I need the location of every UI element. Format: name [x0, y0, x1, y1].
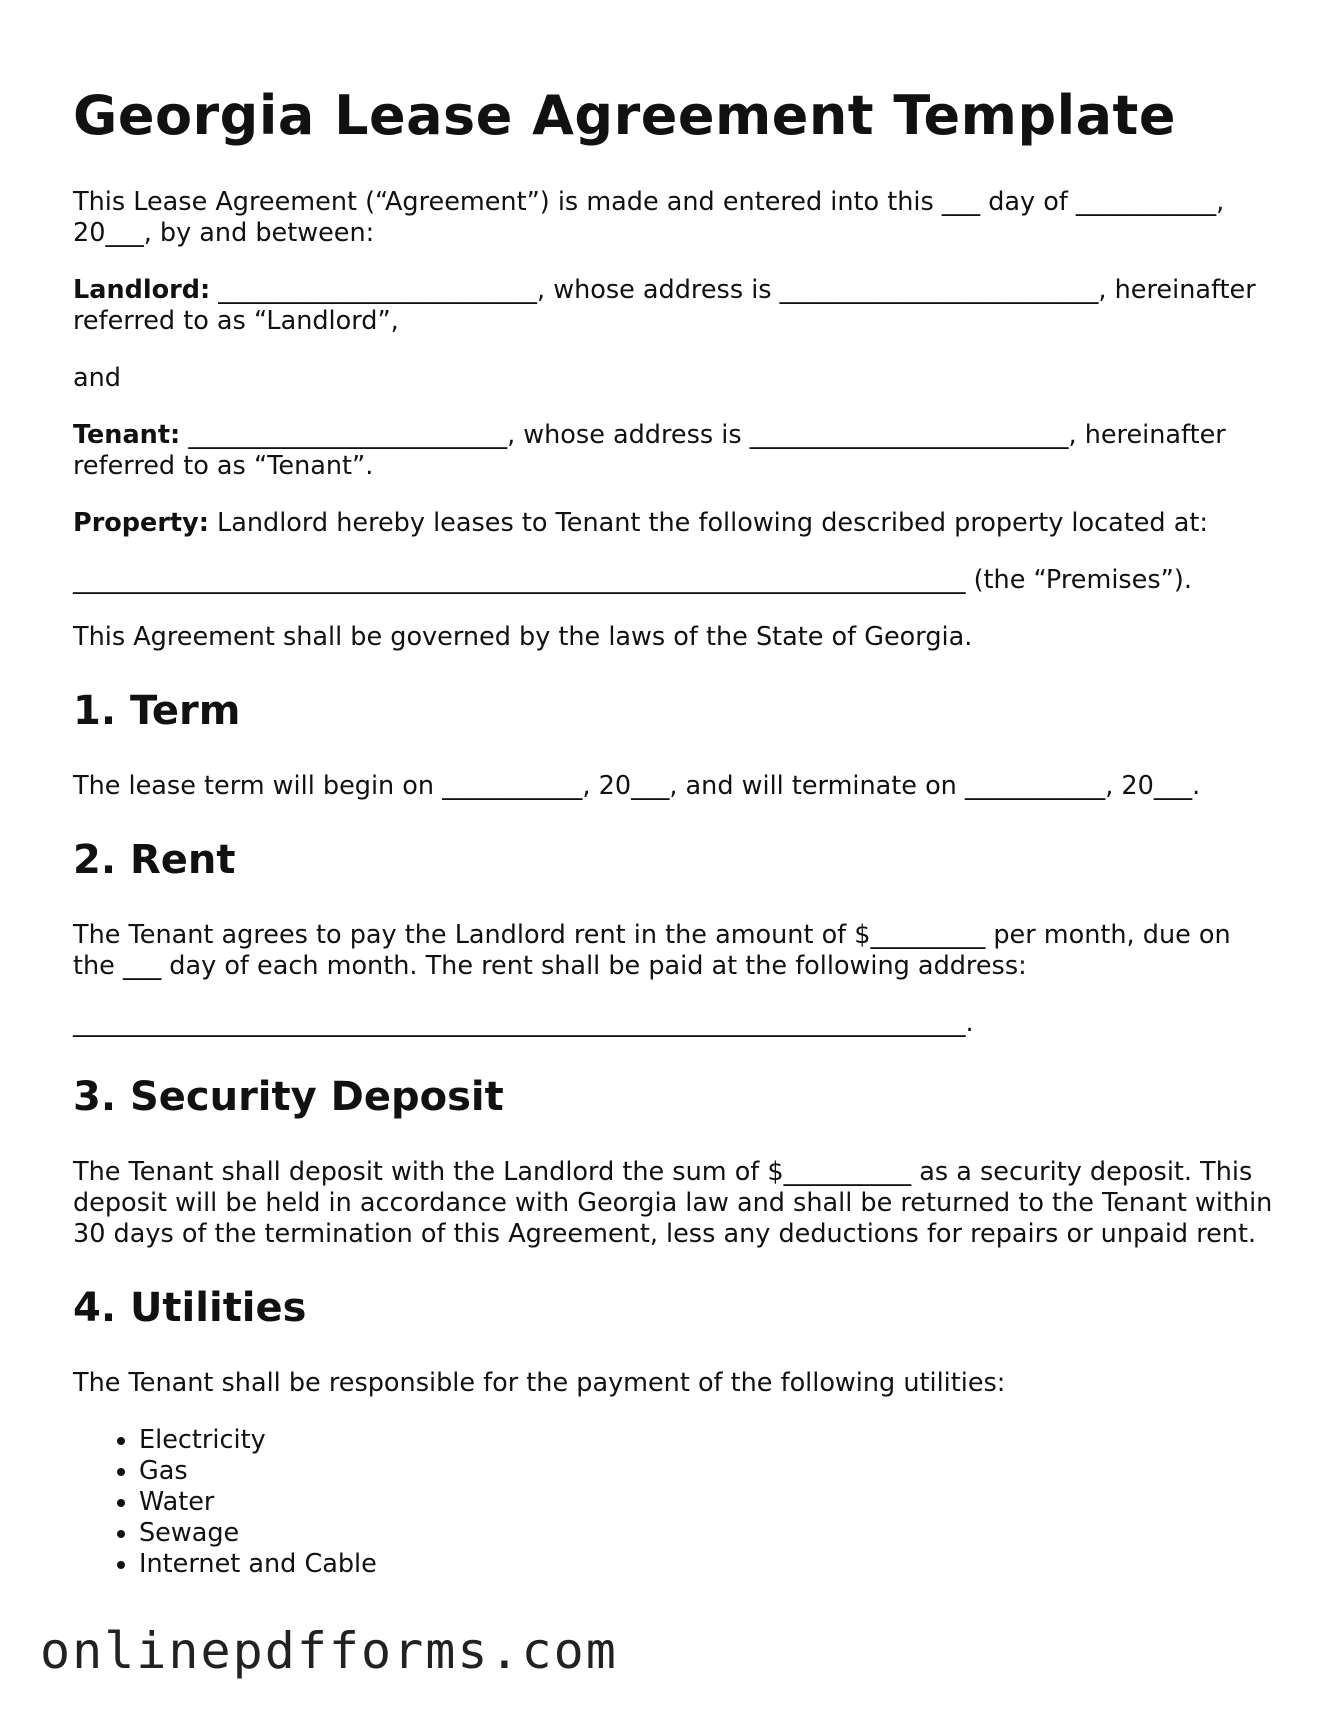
section-deposit-heading: 3. Security Deposit	[73, 1073, 504, 1120]
section-deposit-body: The Tenant shall deposit with the Landlord the sum of $__________ as a security deposit. This deposit will be held in accordance with Georgia law and shall be returned to the Tenant within 30 days of the termination of this Agreement, less any deductions for repairs or unpaid rent.	[73, 1156, 1273, 1249]
section-rent-body: The Tenant agrees to pay the Landlord rent in the amount of $_________ per month, due on the ___ day of each month. The rent shall be paid at the following address:	[73, 919, 1231, 981]
list-item: • Internet and Cable	[139, 1549, 1273, 1580]
landlord-text: _________________________, whose address is _________________________, hereinafter referred to as “Landlord”,	[73, 274, 1256, 336]
governing-law-text: This Agreement shall be governed by the laws of the State of Georgia.	[73, 621, 973, 652]
section-term-body: The lease term will begin on ___________, 20___, and will terminate on ___________, 20___.	[73, 770, 1201, 801]
landlord-label: Landlord:	[73, 274, 211, 305]
section-utilities-body: The Tenant shall be responsible for the payment of the following utilities:	[73, 1367, 1006, 1398]
property-paragraph	[73, 508, 1273, 539]
intro-paragraph: This Lease Agreement (“Agreement”) is made and entered into this ___ day of ___________, 20___, by and between:	[73, 186, 1225, 248]
premises-line: ______________________________________________________________________ (the “Premises”).	[73, 564, 1192, 595]
section-utilities-heading: 4. Utilities	[73, 1284, 307, 1331]
tenant-paragraph	[73, 420, 1273, 482]
and-text: and	[73, 362, 121, 393]
list-item: • Gas	[139, 1456, 1273, 1487]
property-text: Landlord hereby leases to Tenant the following described property located at:	[208, 507, 1208, 538]
utilities-list	[73, 1425, 1273, 1580]
document-page	[73, 84, 1273, 1580]
list-item: • Water	[139, 1487, 1273, 1518]
tenant-label: Tenant:	[73, 419, 181, 450]
page-title: Georgia Lease Agreement Template	[73, 84, 1176, 147]
property-label: Property:	[73, 507, 209, 538]
watermark: onlinepdfforms.com	[40, 1622, 618, 1680]
section-rent-heading: 2. Rent	[73, 836, 236, 883]
section-term-heading: 1. Term	[73, 687, 241, 734]
tenant-text: _________________________, whose address is _________________________, hereinafter referred to as “Tenant”.	[73, 419, 1226, 481]
list-item: • Electricity	[139, 1425, 1273, 1456]
list-item: • Sewage	[139, 1518, 1273, 1549]
landlord-paragraph	[73, 275, 1273, 337]
rent-address-line: ______________________________________________________________________.	[73, 1007, 974, 1038]
